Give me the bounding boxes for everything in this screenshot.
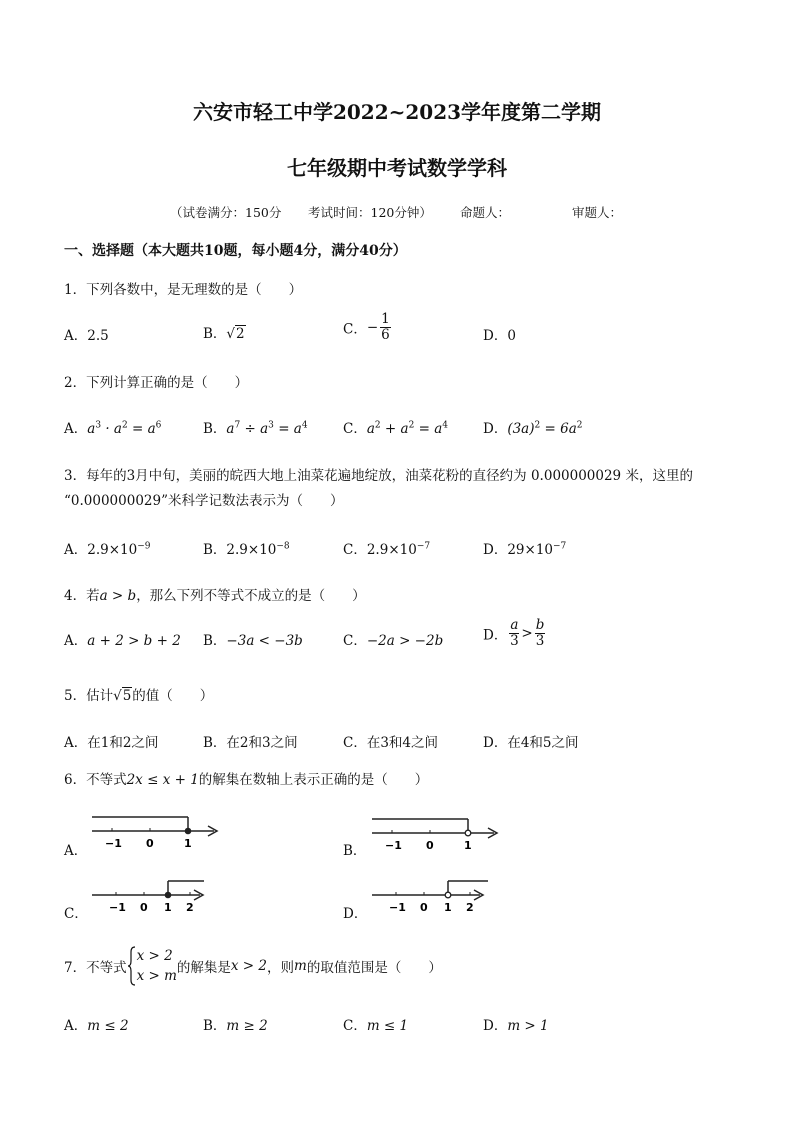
q4-option-a-label: A． bbox=[64, 633, 88, 649]
q3-option-d bbox=[483, 538, 566, 558]
q7-system bbox=[137, 946, 177, 986]
q4-d-den1: 3 bbox=[510, 633, 519, 649]
q3-option-c-exponent: −7 bbox=[416, 541, 431, 552]
author-label: 命题人： bbox=[460, 205, 511, 220]
q7-system-line1: x > 2 bbox=[136, 948, 173, 964]
q4-option-d bbox=[483, 618, 547, 649]
q7-option-b-label: B． bbox=[203, 1018, 227, 1034]
q3-option-c-label: C． bbox=[343, 542, 367, 558]
tick-label-1: 1 bbox=[164, 901, 172, 914]
q2-option-c: C．$a^2 + a^2 = a^4$ bbox=[343, 420, 449, 437]
tick-label-neg1: −1 bbox=[105, 837, 122, 850]
q5-stem bbox=[64, 684, 213, 704]
tick-label-0: 0 bbox=[146, 837, 154, 850]
q7-option-d-label: D． bbox=[483, 1018, 508, 1034]
tick-label-neg1: −1 bbox=[389, 901, 406, 914]
q2-option-b: B．$a^7 \div a^3 = a^4$ bbox=[203, 420, 308, 437]
q7-option-d bbox=[483, 1014, 549, 1034]
q3-stem-line1: 3．每年的3月中旬，美丽的皖西大地上油菜花遍地绽放，油菜花粉的直径约为 0.000000029 米，这里的 bbox=[64, 468, 693, 484]
tick-label-1: 1 bbox=[464, 839, 472, 852]
q4-option-a bbox=[64, 629, 181, 649]
tick-label-0: 0 bbox=[140, 901, 148, 914]
q6-stem-prefix: 6．不等式 bbox=[64, 772, 127, 788]
q3-option-a bbox=[64, 538, 151, 558]
full-score: （试卷满分：150分 bbox=[170, 205, 282, 220]
q1-option-d: D．0 bbox=[483, 328, 516, 344]
closed-endpoint bbox=[165, 892, 171, 898]
section-heading: 一、选择题（本大题共10题，每小题4分，满分40分） bbox=[64, 243, 407, 259]
q4-d-fraction-right bbox=[535, 618, 546, 649]
q4-option-c bbox=[343, 629, 443, 649]
q7-option-a-expr: m ≤ 2 bbox=[87, 1018, 129, 1034]
q5-option-d: D．在4和5之间 bbox=[483, 735, 579, 751]
q1-option-b-label: B． bbox=[203, 326, 227, 342]
q3-option-c bbox=[343, 538, 430, 558]
tick-label-1: 1 bbox=[184, 837, 192, 850]
q6-option-d-label: D． bbox=[343, 906, 368, 922]
q5-stem-prefix: 5．估计 bbox=[64, 688, 114, 704]
q3-option-d-base: 29×10 bbox=[507, 542, 553, 558]
q6-stem bbox=[64, 768, 428, 788]
q2-option-c-label: C． bbox=[343, 421, 367, 437]
q6-option-d-numberline bbox=[368, 876, 498, 918]
q3-option-a-label: A． bbox=[64, 542, 88, 558]
open-endpoint bbox=[465, 830, 471, 836]
q7-stem-mid2: ，则 bbox=[267, 960, 295, 976]
q5-option-c: C．在3和4之间 bbox=[343, 735, 439, 751]
q3-option-b-exponent: −8 bbox=[276, 541, 290, 552]
q1-option-a: A．2.5 bbox=[64, 328, 109, 344]
q4-option-b-label: B． bbox=[203, 633, 227, 649]
q7-option-c-expr: m ≤ 1 bbox=[366, 1018, 409, 1034]
brace-icon bbox=[128, 946, 136, 986]
tick-label-2: 2 bbox=[186, 901, 194, 914]
q1-option-b bbox=[203, 322, 246, 342]
q3-option-c-base: 2.9×10 bbox=[366, 542, 417, 558]
q1-option-c-sign: − bbox=[366, 319, 379, 336]
q1-stem: 1．下列各数中，是无理数的是（ ） bbox=[64, 282, 303, 298]
q5-option-b: B．在2和3之间 bbox=[203, 735, 298, 751]
q7-stem-variable: m bbox=[294, 958, 307, 974]
q1-option-c-label: C． bbox=[343, 321, 367, 338]
q7-option-c-label: C． bbox=[343, 1018, 367, 1034]
q7-system-line2: x > m bbox=[136, 968, 177, 984]
exam-title: 六安市轻工中学2022~2023学年度第二学期 bbox=[192, 100, 602, 124]
q6-stem-suffix: 的解集在数轴上表示正确的是（ ） bbox=[198, 772, 429, 788]
q2-option-a: A．$a^3 \cdot a^2 = a^6$ bbox=[64, 420, 162, 437]
q3-option-b-base: 2.9×10 bbox=[226, 542, 277, 558]
q1-option-b-radicand: 2 bbox=[236, 326, 245, 342]
q2-option-a-label: A． bbox=[64, 421, 88, 437]
q1-c-numerator: 1 bbox=[381, 311, 390, 327]
q2-stem: 2．下列计算正确的是（ ） bbox=[64, 375, 249, 391]
q6-option-a-label: A． bbox=[64, 843, 88, 859]
q4-option-b bbox=[203, 629, 303, 649]
reviewer-label: 审题人： bbox=[572, 205, 623, 220]
q7-stem-solution: x > 2 bbox=[230, 958, 268, 974]
tick-label-0: 0 bbox=[426, 839, 434, 852]
q7-stem-mid: 的解集是 bbox=[176, 960, 231, 976]
q7-option-c bbox=[343, 1014, 408, 1034]
q5-radicand: 5 bbox=[122, 688, 132, 704]
q6-option-b-label: B． bbox=[343, 843, 367, 859]
q3-option-a-exponent: −9 bbox=[137, 541, 151, 552]
q6-stem-expr: 2x ≤ x + 1 bbox=[126, 772, 199, 788]
q1-option-c-fraction bbox=[380, 312, 391, 343]
tick-label-neg1: −1 bbox=[385, 839, 402, 852]
q7-option-d-expr: m > 1 bbox=[507, 1018, 549, 1034]
q4-stem-condition: a > b bbox=[99, 588, 137, 604]
q7-stem-prefix: 7．不等式 bbox=[64, 960, 127, 976]
q3-option-d-label: D． bbox=[483, 542, 508, 558]
tick-label-1: 1 bbox=[444, 901, 452, 914]
q4-stem-suffix: ，那么下列不等式不成立的是（ ） bbox=[136, 588, 366, 604]
q4-option-a-expr: a + 2 > b + 2 bbox=[87, 633, 181, 649]
q2-option-d: D．$(3a)^2 = 6a^2$ bbox=[483, 420, 583, 437]
q7-stem-suffix: 的取值范围是（ ） bbox=[306, 960, 442, 976]
q4-stem-prefix: 4．若 bbox=[64, 588, 100, 604]
sqrt-symbol: √2 bbox=[226, 326, 245, 342]
q4-d-fraction-left bbox=[509, 618, 519, 649]
q7-option-a bbox=[64, 1014, 129, 1034]
q2-option-d-label: D． bbox=[483, 421, 508, 437]
q4-option-d-label: D． bbox=[483, 627, 508, 644]
q6-option-b-numberline bbox=[368, 814, 508, 856]
q4-stem bbox=[64, 584, 366, 604]
closed-endpoint bbox=[185, 828, 191, 834]
q1-c-denominator: 6 bbox=[381, 327, 390, 343]
q4-d-gt: > bbox=[521, 625, 533, 642]
q4-option-c-label: C． bbox=[343, 633, 367, 649]
q1-option-c bbox=[343, 312, 393, 343]
q5-option-a: A．在1和2之间 bbox=[64, 735, 159, 751]
exam-time: 考试时间：120分钟） bbox=[308, 205, 432, 220]
q7-option-b-expr: m ≥ 2 bbox=[226, 1018, 268, 1034]
q3-option-b-label: B． bbox=[203, 542, 227, 558]
q3-option-a-base: 2.9×10 bbox=[87, 542, 138, 558]
q3-stem-line2: “0.000000029”米科学记数法表示为（ ） bbox=[64, 493, 344, 509]
exam-subtitle: 七年级期中考试数学学科 bbox=[287, 156, 507, 180]
q4-option-c-expr: −2a > −2b bbox=[366, 633, 444, 649]
q4-d-num2: b bbox=[535, 617, 545, 633]
open-endpoint bbox=[445, 892, 451, 898]
q3-option-b bbox=[203, 538, 290, 558]
q4-d-den2: 3 bbox=[535, 633, 545, 649]
q2-option-b-label: B． bbox=[203, 421, 227, 437]
q3-option-d-exponent: −7 bbox=[553, 541, 567, 552]
q7-stem bbox=[64, 944, 442, 988]
q4-d-num1: a bbox=[510, 617, 519, 633]
q6-option-c-label: C． bbox=[64, 906, 88, 922]
q7-option-a-label: A． bbox=[64, 1018, 88, 1034]
q6-option-a-numberline bbox=[88, 812, 228, 854]
q7-option-b bbox=[203, 1014, 268, 1034]
q6-option-c-numberline bbox=[88, 876, 218, 918]
q5-stem-suffix: 的值（ ） bbox=[132, 688, 214, 704]
tick-label-2: 2 bbox=[466, 901, 474, 914]
tick-label-0: 0 bbox=[420, 901, 428, 914]
tick-label-neg1: −1 bbox=[109, 901, 126, 914]
q4-option-b-expr: −3a < −3b bbox=[226, 633, 303, 649]
sqrt-symbol: √5 bbox=[113, 688, 132, 704]
